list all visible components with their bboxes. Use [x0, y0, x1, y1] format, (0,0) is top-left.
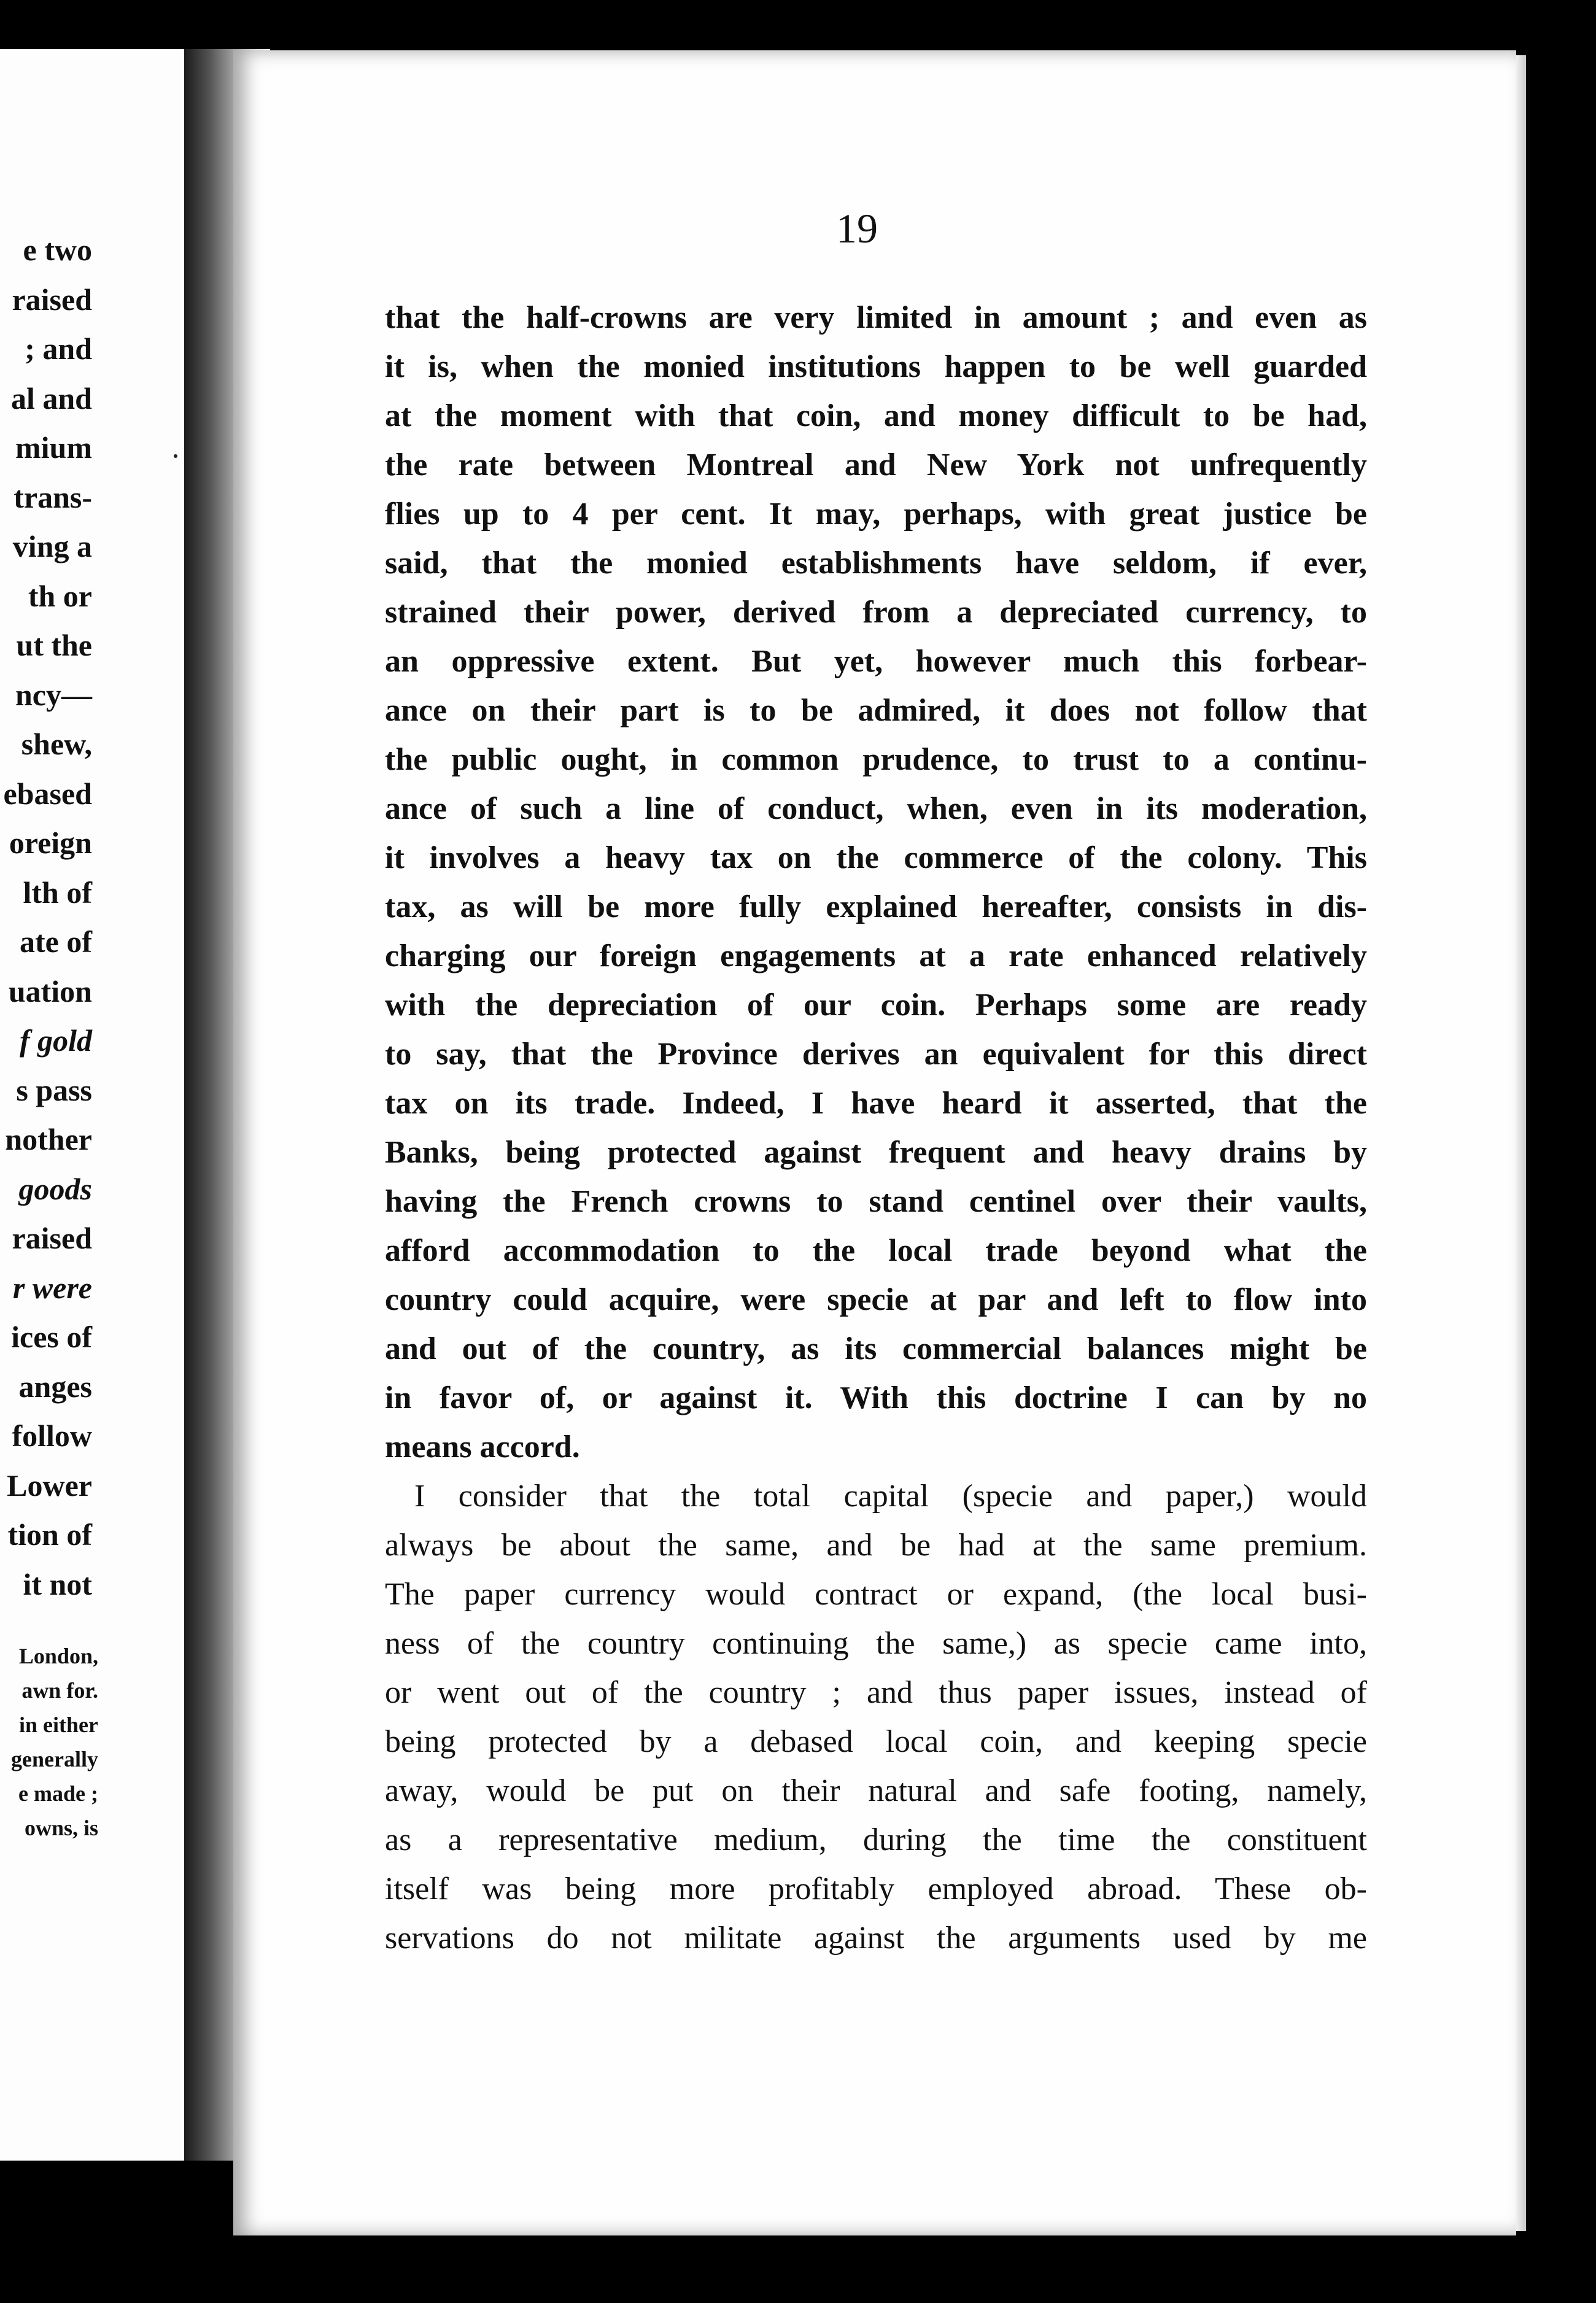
facing-page-line: ut the: [16, 628, 92, 662]
facing-page-line: ices of: [11, 1320, 92, 1354]
text-line: always be about the same, and be had at the same premium.: [385, 1528, 1367, 1563]
facing-page-line: nother: [5, 1122, 92, 1156]
facing-page-line: ate of: [20, 924, 92, 959]
facing-page-footnote-line: London,: [18, 1644, 98, 1668]
text-line: servations do not militate against the arguments used by me: [385, 1921, 1367, 1956]
facing-page-footnote-line: awn for.: [21, 1678, 98, 1703]
facing-page-line: f gold: [19, 1023, 92, 1058]
text-line: said, that the monied establishments have seldom, if ever,: [385, 546, 1367, 581]
text-line: the public ought, in common prudence, to trust to a continu-: [385, 742, 1367, 777]
facing-page-line: Lower: [7, 1468, 92, 1503]
facing-page-line: ving a: [12, 529, 92, 563]
paragraph-1: [385, 293, 1367, 1472]
page-edge: [1516, 55, 1526, 2231]
text-line: ance of such a line of conduct, when, even in its moderation,: [385, 791, 1367, 826]
text-line: it is, when the monied institutions happen to be well guarded: [385, 349, 1367, 384]
text-line: at the moment with that coin, and money difficult to be had,: [385, 398, 1367, 433]
facing-page-line: raised: [12, 1221, 92, 1255]
text-line: being protected by a debased local coin, and keeping specie: [385, 1724, 1367, 1759]
text-line: means accord.: [385, 1430, 580, 1465]
text-line: that the half-crowns are very limited in amount ; and even as: [385, 300, 1367, 335]
facing-page-line: ebased: [3, 776, 92, 811]
text-line: tax, as will be more fully explained hereafter, consists in dis-: [385, 889, 1367, 924]
facing-page-line: anges: [18, 1369, 92, 1404]
text-line: afford accommodation to the local trade beyond what the: [385, 1233, 1367, 1268]
facing-page-footnote-line: e made ;: [18, 1781, 98, 1806]
facing-page-line: e two: [23, 233, 92, 267]
paragraph-2: [385, 1472, 1367, 1963]
facing-page-line: oreign: [9, 826, 92, 860]
facing-page-line: lth of: [23, 875, 92, 910]
text-line: in favor of, or against it. With this doctrine I can by no: [385, 1380, 1367, 1415]
facing-page-line: shew,: [21, 727, 92, 761]
facing-page-line: th or: [28, 578, 92, 613]
text-line: country could acquire, were specie at par and left to flow into: [385, 1282, 1367, 1317]
facing-page-line: raised: [12, 282, 92, 317]
text-line: I consider that the total capital (specie and paper,) would: [414, 1479, 1367, 1514]
facing-page-line: ; and: [25, 331, 92, 366]
text-line: Banks, being protected against frequent and heavy drains by: [385, 1135, 1367, 1170]
text-line: an oppressive extent. But yet, however much this forbear-: [385, 644, 1367, 679]
facing-page-footnote-line: owns, is: [24, 1816, 98, 1840]
facing-page-line: trans-: [14, 479, 92, 514]
facing-page-line: s pass: [16, 1072, 92, 1107]
facing-page-footnote-line: generally: [11, 1747, 98, 1771]
facing-page-line: goods: [18, 1171, 92, 1206]
facing-page-line: al and: [10, 381, 92, 416]
text-line: ness of the country continuing the same,) as specie came into,: [385, 1626, 1367, 1661]
text-line: the rate between Montreal and New York not unfrequently: [385, 447, 1367, 482]
text-line: and out of the country, as its commercial balances might be: [385, 1331, 1367, 1366]
text-line: away, would be put on their natural and safe footing, namely,: [385, 1773, 1367, 1808]
text-line: charging our foreign engagements at a rate enhanced relatively: [385, 939, 1367, 973]
text-line: as a representative medium, during the time the constituent: [385, 1822, 1367, 1857]
facing-page-line: uation: [8, 973, 92, 1008]
facing-page-line: follow: [12, 1419, 92, 1453]
text-line: The paper currency would contract or expand, (the local busi-: [385, 1577, 1367, 1612]
text-line: having the French crowns to stand centinel over their vaults,: [385, 1184, 1367, 1219]
text-line: or went out of the country ; and thus paper issues, instead of: [385, 1675, 1367, 1710]
facing-page-line: r were: [12, 1270, 92, 1305]
text-line: tax on its trade. Indeed, I have heard it asserted, that the: [385, 1086, 1367, 1121]
facing-page-fragment: [0, 49, 184, 2161]
facing-page-footnote-line: in either: [19, 1713, 98, 1737]
text-line: strained their power, derived from a depreciated currency, to: [385, 595, 1367, 630]
text-line: it involves a heavy tax on the commerce of the colony. This: [385, 840, 1367, 875]
facing-page-line: tion of: [7, 1517, 92, 1552]
text-line: to say, that the Province derives an equivalent for this direct: [385, 1037, 1367, 1072]
facing-page-line: ncy—: [15, 677, 92, 712]
text-line: ance on their part is to be admired, it does not follow that: [385, 693, 1367, 728]
page-number: 19: [836, 205, 878, 252]
ink-speck: [174, 454, 177, 458]
text-line: itself was being more profitably employed abroad. These ob-: [385, 1871, 1367, 1906]
facing-page-line: it not: [23, 1566, 92, 1601]
text-line: with the depreciation of our coin. Perhaps some are ready: [385, 988, 1367, 1023]
facing-page-line: mium: [15, 430, 92, 465]
page-body: [385, 293, 1367, 1963]
text-line: flies up to 4 per cent. It may, perhaps, with great justice be: [385, 497, 1367, 532]
